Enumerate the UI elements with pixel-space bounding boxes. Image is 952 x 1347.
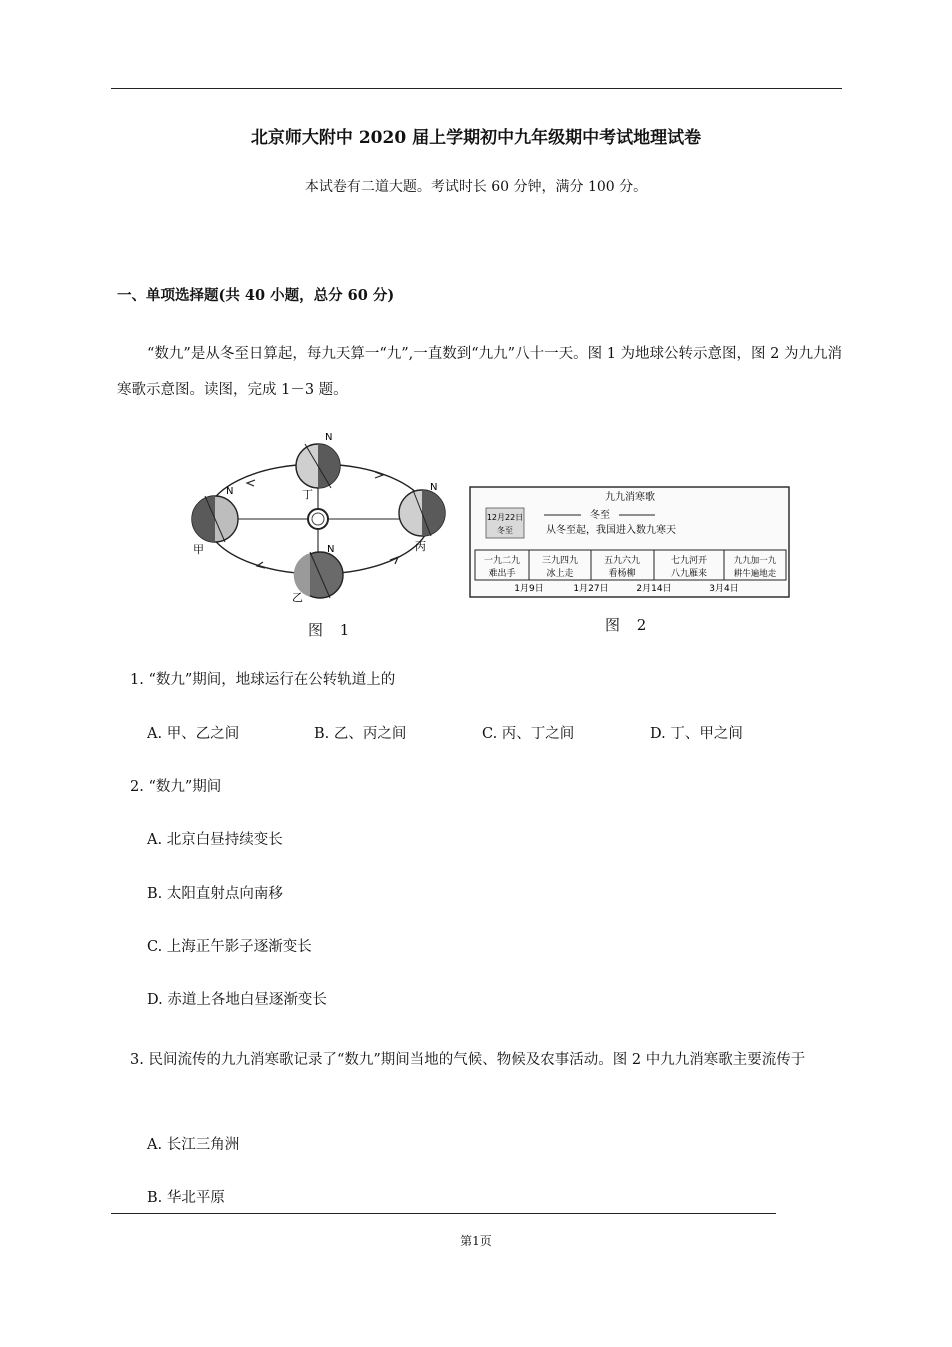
- question-3-option-b[interactable]: B. 华北平原: [147, 1190, 225, 1206]
- figure-2-date-box: 12月22日: [486, 513, 524, 522]
- label-n-right: N: [430, 482, 438, 493]
- figure-2-date-box-sub: 冬至: [497, 526, 513, 535]
- cell-bottom: 冰上走: [546, 569, 574, 579]
- cell-top: 一九二九: [483, 556, 521, 566]
- orbit-arrow-icon: [247, 480, 255, 486]
- date-label: 1月9日: [514, 584, 544, 594]
- intro-paragraph: “数九”是从冬至日算起，每九天算一“九”,一直数到“九九”八十一天。图 1 为地球公转示意图，图 2 为九九消寒歌示意图。读图，完成 1－3 题。: [117, 346, 842, 398]
- earth-jia-icon: [192, 496, 238, 542]
- cell-bottom: 看杨柳: [608, 569, 636, 579]
- question-2-option-a[interactable]: A. 北京白昼持续变长: [147, 832, 283, 848]
- orbit-arrow-icon: [375, 472, 383, 478]
- question-2-option-d[interactable]: D. 赤道上各地白昼逐渐变长: [147, 992, 327, 1008]
- question-1-option-c[interactable]: C. 丙、丁之间: [482, 726, 575, 742]
- figure-1: [185, 430, 455, 605]
- footer-rule: [111, 1213, 776, 1214]
- cell-top: 三九四九: [541, 556, 579, 566]
- label-n-top: N: [325, 432, 333, 443]
- question-3-stem: 3. 民间流传的九九消寒歌记录了“数九”期间当地的气候、物候及农事活动。图 2 中九九消寒歌主要流传于: [130, 1052, 806, 1068]
- earth-bing-icon: [399, 490, 445, 536]
- question-2-stem: 2. “数九”期间: [130, 779, 222, 795]
- earth-ding-icon: [296, 444, 340, 488]
- date-label: 2月14日: [636, 584, 672, 594]
- cell-top: 五九六九: [603, 556, 641, 566]
- figure-2-caption: 图 2: [605, 616, 653, 634]
- figure-2-subtitle: 从冬至起，我国进入数九寒天: [546, 525, 676, 536]
- cell-bottom: 八九雁来: [670, 569, 708, 579]
- nine-nines-chart: [469, 486, 791, 598]
- figure-2: [469, 486, 791, 598]
- cell-bottom: 难出手: [488, 569, 516, 579]
- figure-2-solstice: 冬至: [590, 510, 610, 521]
- label-n-bottom: N: [327, 544, 335, 555]
- sun-icon: [308, 509, 328, 529]
- figure-1-caption: 图 1: [308, 621, 356, 639]
- question-3-option-a[interactable]: A. 长江三角洲: [147, 1137, 240, 1153]
- date-label: 1月27日: [573, 584, 609, 594]
- cell-top: 九九加一九: [733, 556, 777, 566]
- exam-subtitle: 本试卷有二道大题。考试时长 60 分钟，满分 100 分。: [304, 179, 648, 195]
- question-2-option-b[interactable]: B. 太阳直射点向南移: [147, 886, 283, 902]
- question-1-option-d[interactable]: D. 丁、甲之间: [650, 726, 743, 742]
- cell-top: 七九河开: [670, 556, 708, 566]
- question-1-option-b[interactable]: B. 乙、丙之间: [314, 726, 407, 742]
- label-yi: 乙: [292, 591, 303, 604]
- question-1-option-a[interactable]: A. 甲、乙之间: [147, 726, 240, 742]
- figure-2-title: 九九消寒歌: [605, 492, 655, 503]
- question-1-stem: 1. “数九”期间，地球运行在公转轨道上的: [130, 672, 396, 688]
- page-number: 第1页: [460, 1234, 492, 1248]
- section-heading: 一、单项选择题(共 40 小题，总分 60 分): [117, 287, 395, 304]
- label-ding: 丁: [302, 488, 313, 501]
- date-label: 3月4日: [709, 584, 739, 594]
- orbit-arrow-icon: [257, 562, 265, 568]
- earth-orbit-diagram: [185, 430, 455, 605]
- label-bing: 丙: [415, 540, 426, 553]
- label-n-left: N: [226, 486, 234, 497]
- exam-title: 北京师大附中 2020 届上学期初中九年级期中考试地理试卷: [250, 128, 702, 148]
- label-jia: 甲: [193, 543, 204, 556]
- header-rule: [111, 88, 842, 89]
- question-2-option-c[interactable]: C. 上海正午影子逐渐变长: [147, 939, 312, 955]
- cell-bottom: 耕牛遍地走: [733, 569, 777, 579]
